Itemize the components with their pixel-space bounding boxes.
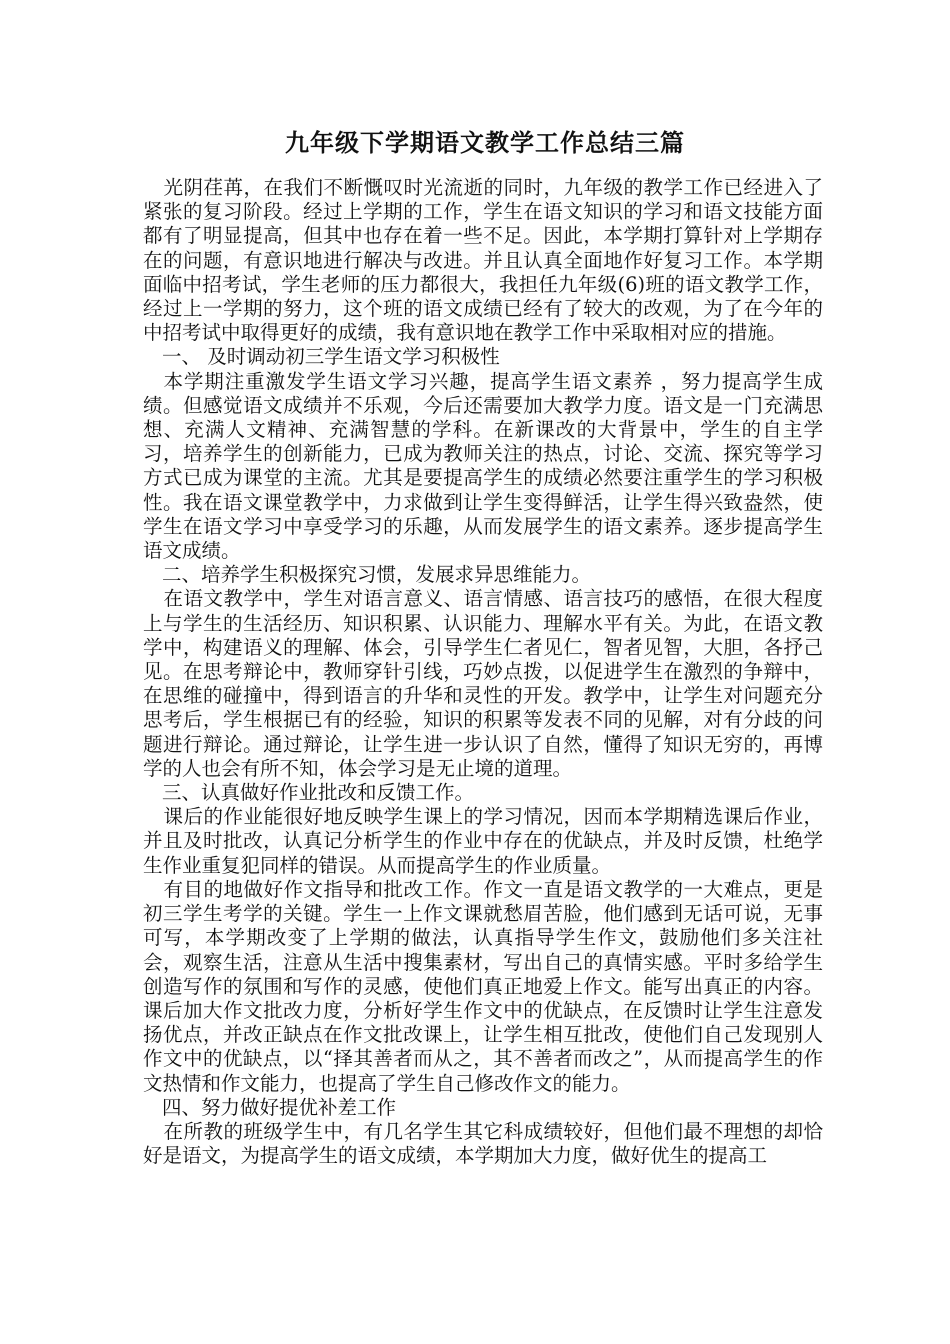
body-paragraph: 在语文教学中，学生对语言意义、语言情感、语言技巧的感悟，在很大程度上与学生的生活经历、知识积累、认识能力、理解水平有关。为此，在语文教学中，构建语义的理解、体会，引导学生仁者见仁，智者见智，大胆，各抒己见。在思考辩论中，教师穿针引线，巧妙点拨，以促进学生在激烈的争辩中，在思维的碰撞中，得到语言的升华和灵性的开发。教学中，让学生对问题充分思考后，学生根据已有的经验，知识的积累等发表不同的见解，对有分歧的问题进行辩论。通过辩论，让学生进一步认识了自然，懂得了知识无穷的，再博学的人也会有所不知，体会学习是无止境的道理。 — [143, 587, 823, 780]
document-page — [143, 128, 823, 1168]
body-paragraph: 课后的作业能很好地反映学生课上的学习情况，因而本学期精选课后作业，并且及时批改，认真记分析学生的作业中存在的优缺点，并及时反馈，杜绝学生作业重复犯同样的错误。从而提高学生的作业质量。 — [143, 805, 823, 877]
document-title: 九年级下学期语文教学工作总结三篇 — [285, 128, 685, 157]
section-heading: 二、培养学生积极探究习惯，发展求异思维能力。 — [162, 563, 592, 587]
section-heading: 三、认真做好作业批改和反馈工作。 — [162, 781, 475, 805]
section-heading: 一、 及时调动初三学生语文学习积极性 — [162, 345, 500, 369]
body-paragraph: 有目的地做好作文指导和批改工作。作文一直是语文教学的一大难点，更是初三学生考学的关键。学生一上作文课就愁眉苦脸，他们感到无话可说，无事可写，本学期改变了上学期的做法，认真指导学生作文，鼓励他们多关注社会，观察生活，注意从生活中搜集素材，写出自己的真情实感。平时多给学生创造写作的氛围和写作的灵感，使他们真正地爱上作文。能写出真正的内容。课后加大作文批改力度，分析好学生作文中的优缺点，在反馈时让学生注意发扬优点，并改正缺点在作文批改课上，让学生相互批改，使他们自己发现别人作文中的优缺点，以“择其善者而从之，其不善者而改之”，从而提高学生的作文热情和作文能力，也提高了学生自己修改作文的能力。 — [143, 877, 823, 1095]
body-paragraph: 在所教的班级学生中，有几名学生其它科成绩较好，但他们最不理想的却恰好是语文，为提高学生的语文成绩，本学期加大力度，做好优生的提高工 — [143, 1119, 823, 1168]
body-paragraph: 本学期注重激发学生语文学习兴趣，提高学生语文素养 ，努力提高学生成绩。但感觉语文成绩并不乐观，今后还需要加大教学力度。语文是一门充满思想、充满人文精神、充满智慧的学科。在新课改的大背景中，学生的自主学习，培养学生的创新能力，已成为教师关注的热点，讨论、交流、探究等学习方式已成为课堂的主流。尤其是要提高学生的成绩必然要注重学生的学习积极性。我在语文课堂教学中，力求做到让学生变得鲜活，让学生得兴致盎然，使学生在语文学习中享受学习的乐趣，从而发展学生的语文素养。逐步提高学生语文成绩。 — [143, 369, 823, 563]
document-body — [143, 176, 823, 1168]
body-paragraph: 光阴荏苒，在我们不断慨叹时光流逝的同时，九年级的教学工作已经进入了紧张的复习阶段。经过上学期的工作，学生在语文知识的学习和语文技能方面都有了明显提高，但其中也存在着一些不足。因此，本学期打算针对上学期存在的问题，有意识地进行解决与改进。并且认真全面地作好复习工作。本学期面临中招考试，学生老师的压力都很大，我担任九年级(6)班的语文教学工作，经过上一学期的努力，这个班的语文成绩已经有了较大的改观，为了在今年的中招考试中取得更好的成绩，我有意识地在教学工作中采取相对应的措施。 — [143, 176, 823, 345]
section-heading: 四、努力做好提优补差工作 — [162, 1095, 397, 1119]
